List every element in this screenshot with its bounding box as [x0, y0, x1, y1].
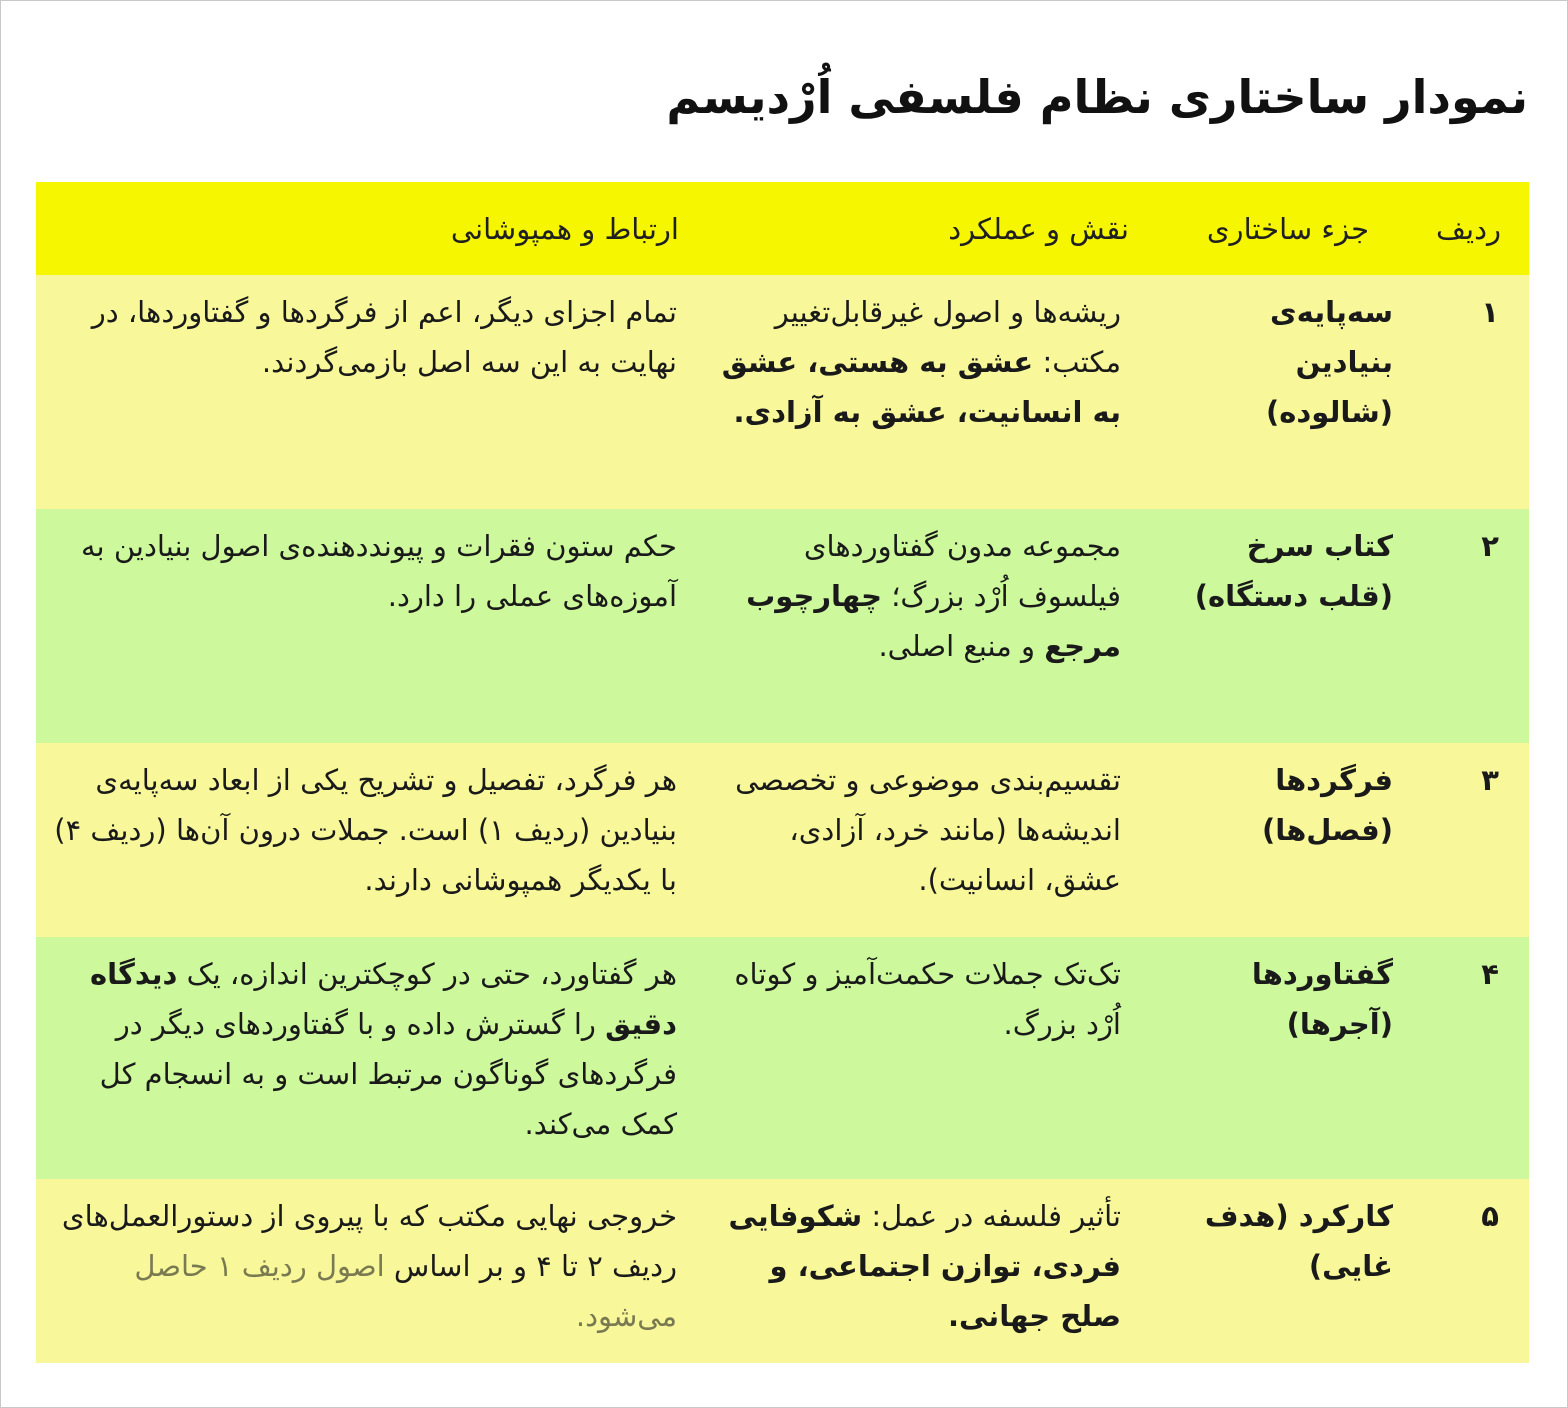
relation-overlap: حکم ستون فقرات و پیونددهنده‌ی اصول بنیادین به آموزه‌های عملی را دارد.: [36, 509, 707, 743]
relation-overlap: [36, 1179, 707, 1363]
header-row-number: ردیف: [1397, 182, 1529, 275]
header-relation-overlap: ارتباط و همپوشانی: [36, 182, 707, 275]
structure-table-container: [36, 182, 1529, 1363]
role-emphasis: شکوفایی فردی، توازن اجتماعی، و صلح جهانی.: [728, 1199, 1121, 1333]
structure-table: [36, 182, 1529, 1363]
table-row: [36, 275, 1529, 509]
role-emphasis: چهارچوب مرجع: [746, 579, 1121, 663]
role-text: تأثیر فلسفه در عمل:: [862, 1199, 1121, 1233]
relation-text: خروجی نهایی مکتب که با پیروی از دستورالعمل‌های ردیف ۲ تا ۴ و بر اساس: [61, 1199, 677, 1283]
structural-part: گفتاوردها (آجرها): [1157, 937, 1397, 1179]
row-number: ۴: [1397, 937, 1529, 1179]
page-title: نمودار ساختاری نظام فلسفی اُرْدیسم: [666, 70, 1528, 124]
row-number: ۳: [1397, 743, 1529, 937]
structural-part: کارکرد (هدف غایی): [1157, 1179, 1397, 1363]
role-emphasis: عشق به هستی، عشق به انسانیت، عشق به آزادی.: [721, 345, 1121, 429]
relation-text: هر گفتاورد، حتی در کوچکترین اندازه، یک: [177, 957, 677, 991]
role-function: تک‌تک جملات حکمت‌آمیز و کوتاه اُرْد بزرگ.: [707, 937, 1157, 1179]
table-row: [36, 1179, 1529, 1363]
structural-part: فرگردها (فصل‌ها): [1157, 743, 1397, 937]
relation-overlap: تمام اجزای دیگر، اعم از فرگردها و گفتاوردها، در نهایت به این سه اصل بازمی‌گردند.: [36, 275, 707, 509]
role-text: ریشه‌ها و اصول غیرقابل‌تغییر مکتب:: [774, 295, 1121, 379]
row-number: ۲: [1397, 509, 1529, 743]
role-function: تقسیم‌بندی موضوعی و تخصصی اندیشه‌ها (مانند خرد، آزادی، عشق، انسانیت).: [707, 743, 1157, 937]
role-function: [707, 1179, 1157, 1363]
structural-part: سه‌پایه‌ی بنیادین (شالوده): [1157, 275, 1397, 509]
relation-text-faded: اصول ردیف ۱ حاصل می‌شود.: [134, 1249, 677, 1333]
table-row: [36, 937, 1529, 1179]
relation-emphasis: دیدگاه دقیق: [90, 957, 677, 1041]
row-number: ۱: [1397, 275, 1529, 509]
role-text-tail: و منبع اصلی.: [878, 629, 1045, 663]
structural-part: کتاب سرخ (قلب دستگاه): [1157, 509, 1397, 743]
role-text: مجموعه مدون گفتاوردهای فیلسوف اُرْد بزرگ؛: [803, 529, 1121, 613]
header-structural-part: جزء ساختاری: [1157, 182, 1397, 275]
relation-text-tail: را گسترش داده و با گفتاوردهای دیگر در فرگردهای گوناگون مرتبط است و به انسجام کل کمک می‌کند.: [99, 1007, 677, 1141]
row-number: ۵: [1397, 1179, 1529, 1363]
role-function: [707, 275, 1157, 509]
header-role-function: نقش و عملکرد: [707, 182, 1157, 275]
relation-overlap: هر فرگرد، تفصیل و تشریح یکی از ابعاد سه‌پایه‌ی بنیادین (ردیف ۱) است. جملات درون آن‌ها (ردیف ۴) با یکدیگر همپوشانی دارند.: [36, 743, 707, 937]
role-function: [707, 509, 1157, 743]
table-header-row: [36, 182, 1529, 275]
table-row: [36, 743, 1529, 937]
table-row: [36, 509, 1529, 743]
relation-overlap: [36, 937, 707, 1179]
